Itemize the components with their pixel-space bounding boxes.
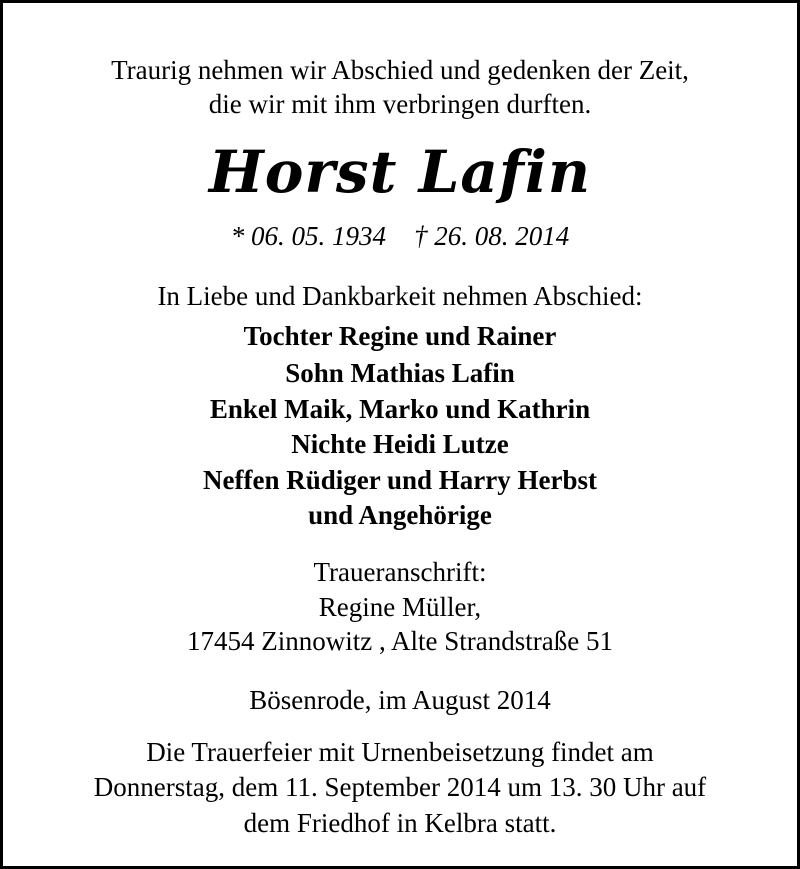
mourner-line-4: Nichte Heidi Lutze bbox=[291, 429, 509, 459]
intro-line-1: Traurig nehmen wir Abschied und gedenken der Zeit, bbox=[111, 55, 689, 85]
ceremony-line-1: Die Trauerfeier mit Urnenbeisetzung findet am bbox=[146, 737, 654, 767]
address-name: Regine Müller, bbox=[318, 592, 482, 622]
ceremony-line-2: Donnerstag, dem 11. September 2014 um 13. 30 Uhr auf bbox=[93, 772, 707, 802]
farewell-line: In Liebe und Dankbarkeit nehmen Abschied: bbox=[157, 281, 643, 311]
mourner-line-3: Enkel Maik, Marko und Kathrin bbox=[209, 394, 591, 424]
death-date: † 26. 08. 2014 bbox=[414, 221, 570, 251]
intro-line-2: die wir mit ihm verbringen durften. bbox=[208, 89, 592, 119]
address-label: Traueranschrift: bbox=[313, 557, 487, 587]
mourner-line-1: Tochter Regine und Rainer bbox=[243, 321, 557, 351]
deceased-name: Horst Lafin bbox=[208, 138, 592, 206]
mourner-line-6: und Angehörige bbox=[308, 500, 492, 530]
ceremony-line-3: dem Friedhof in Kelbra statt. bbox=[243, 808, 557, 838]
place-date: Bösenrode, im August 2014 bbox=[249, 685, 551, 715]
mourner-line-5: Neffen Rüdiger und Harry Herbst bbox=[203, 465, 597, 495]
address-street: 17454 Zinnowitz , Alte Strandstraße 51 bbox=[187, 626, 613, 656]
life-dates bbox=[3, 221, 797, 252]
mourner-line-2: Sohn Mathias Lafin bbox=[285, 358, 515, 388]
birth-date: * 06. 05. 1934 bbox=[230, 221, 386, 251]
